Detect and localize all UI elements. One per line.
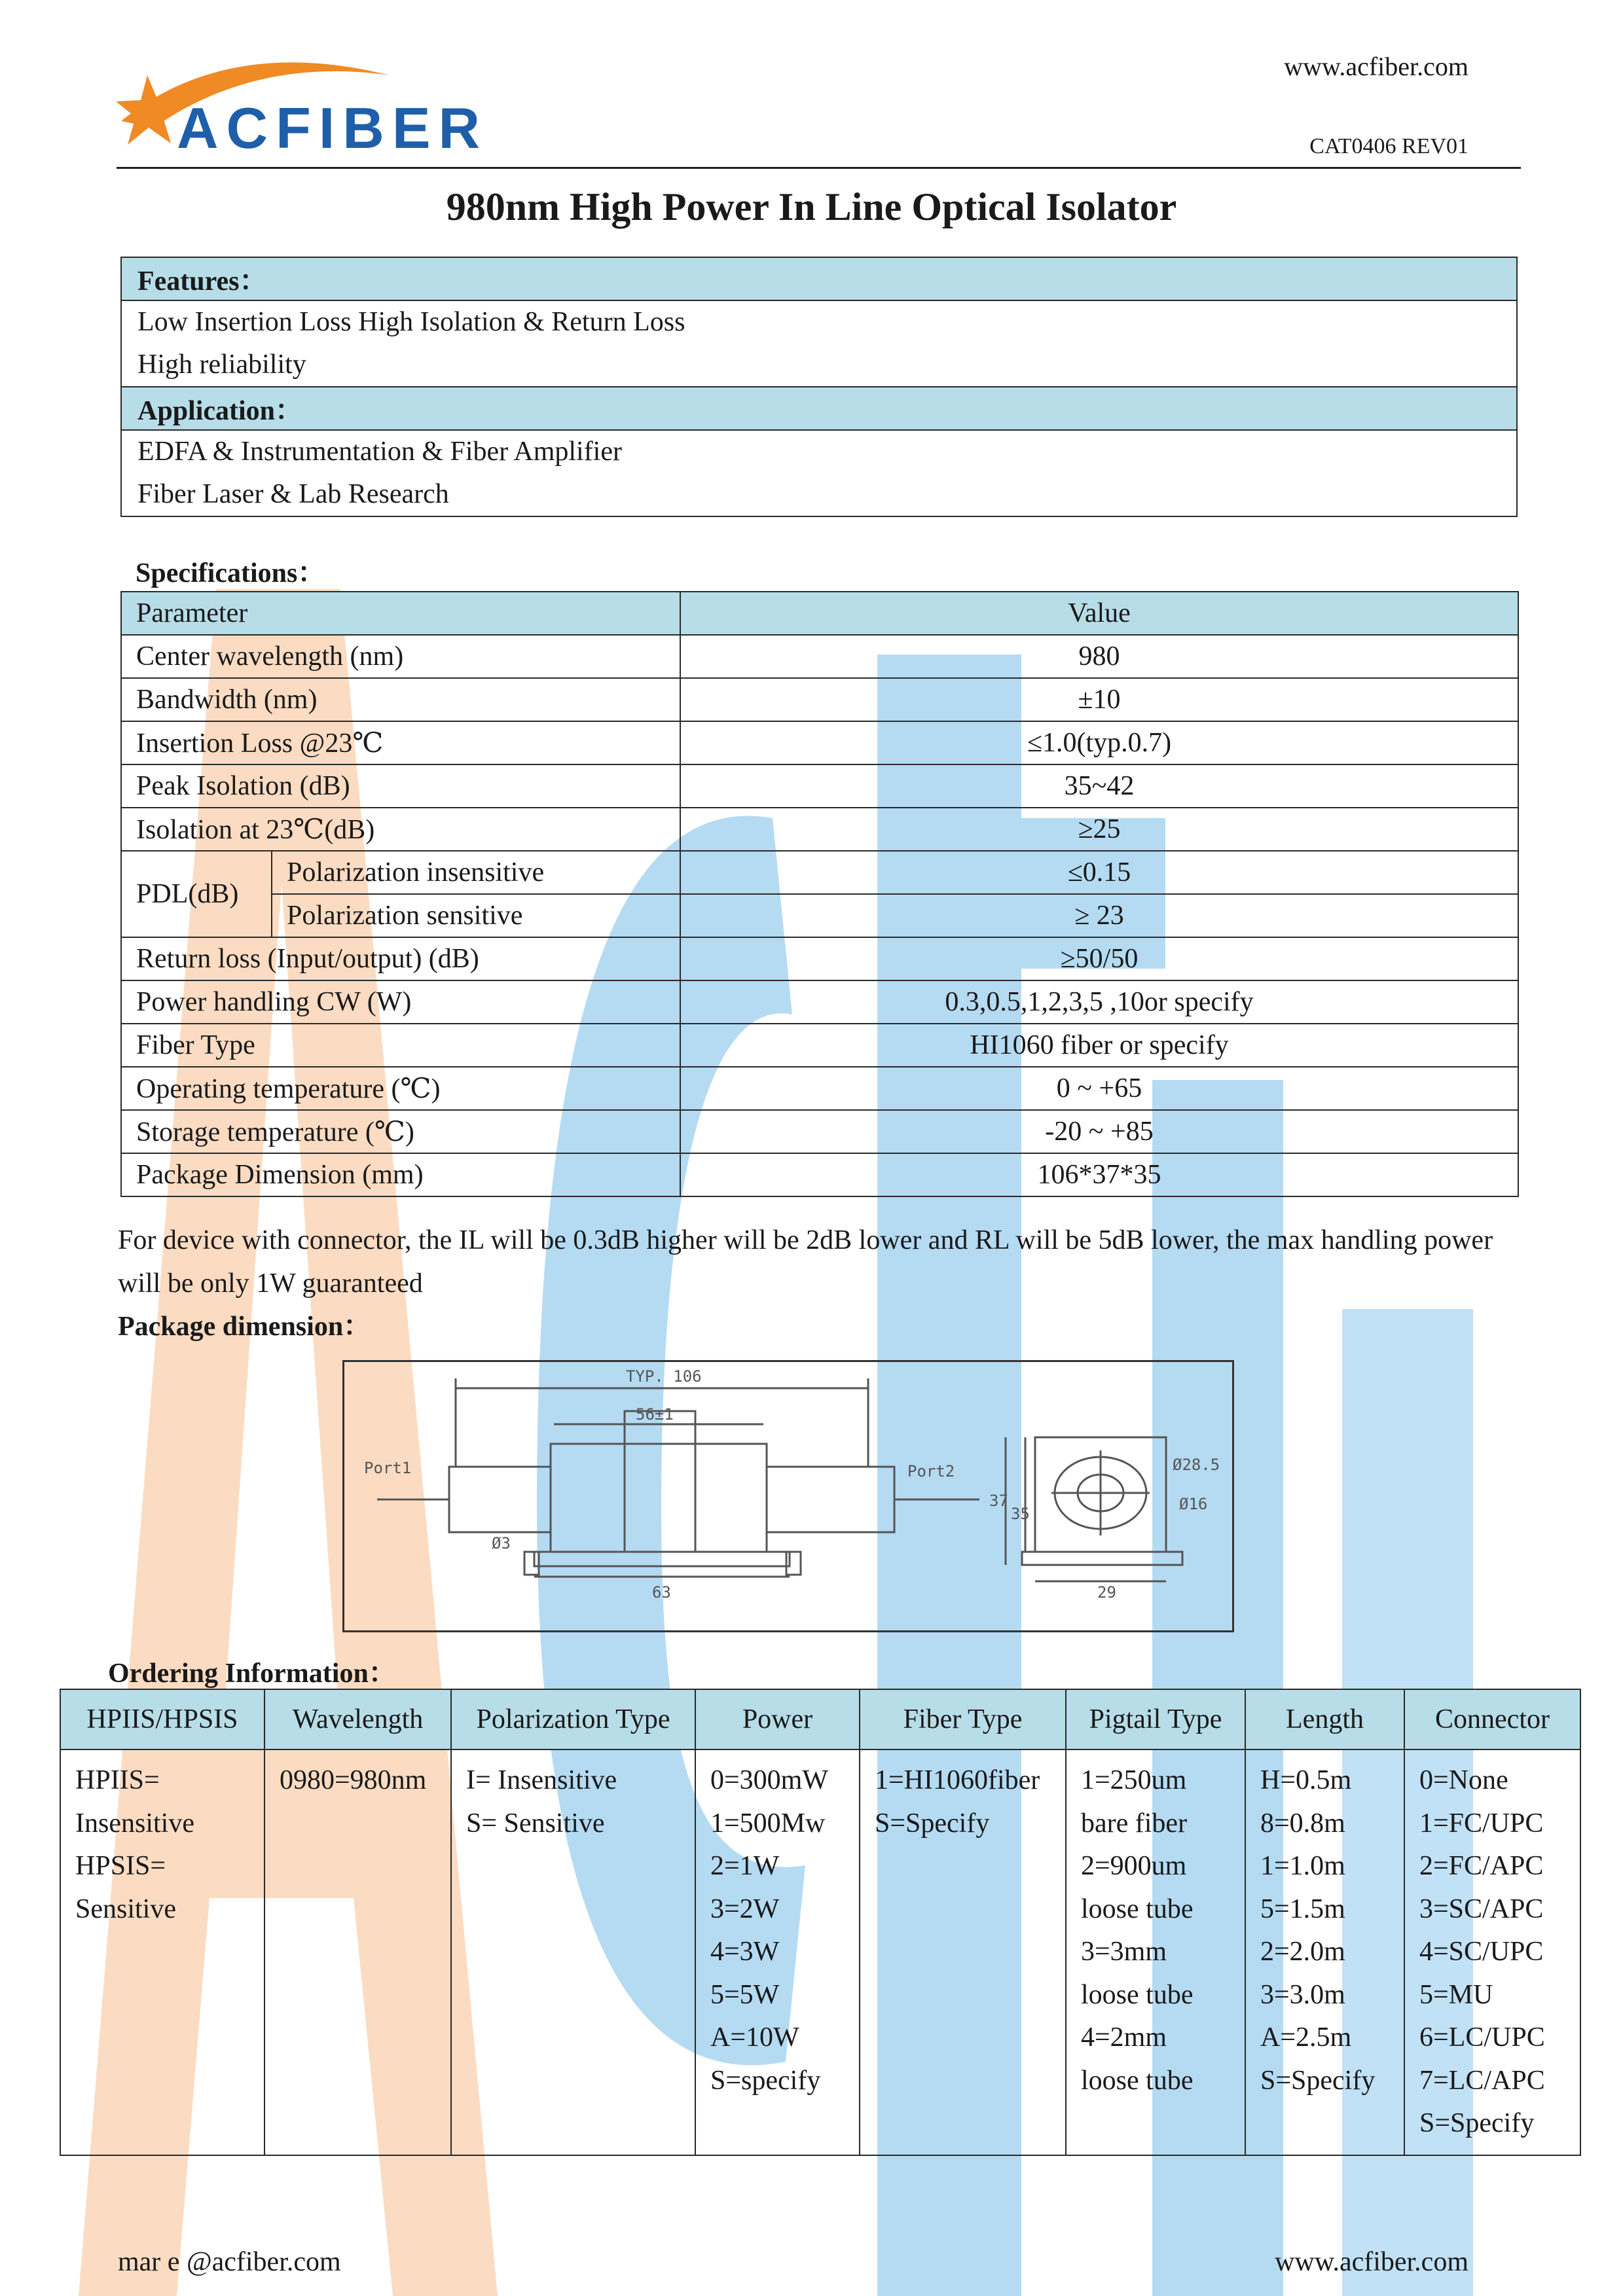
spec-value: 0 ~ +65 bbox=[680, 1067, 1518, 1110]
option-line: 3=2W bbox=[710, 1893, 780, 1924]
ordering-header: Pigtail Type bbox=[1066, 1689, 1245, 1749]
footer-email[interactable]: mar e @acfiber.com bbox=[118, 2247, 341, 2277]
specifications-table bbox=[120, 591, 1519, 1197]
ordering-header: Wavelength bbox=[264, 1689, 451, 1749]
table-row bbox=[121, 980, 1518, 1024]
application-list bbox=[121, 430, 1517, 516]
ordering-cell bbox=[695, 1749, 860, 2155]
left-tube-shape bbox=[449, 1467, 551, 1532]
ordering-options-row bbox=[60, 1749, 1580, 2155]
package-drawing bbox=[342, 1360, 1234, 1632]
table-row bbox=[121, 1153, 1518, 1196]
spec-param: Return loss (Input/output) (dB) bbox=[121, 937, 680, 980]
spec-value: ≥50/50 bbox=[680, 937, 1518, 980]
spec-value: 980 bbox=[680, 635, 1518, 678]
table-row bbox=[121, 764, 1518, 808]
ordering-cell bbox=[1404, 1749, 1580, 2155]
ordering-header: Polarization Type bbox=[451, 1689, 695, 1749]
option-line: S=Specify bbox=[1260, 2065, 1376, 2096]
spec-value: 35~42 bbox=[680, 764, 1518, 808]
option-line: I= Insensitive bbox=[466, 1765, 617, 1795]
spec-value: ≤1.0(typ.0.7) bbox=[680, 721, 1518, 764]
acfiber-logo bbox=[115, 49, 488, 160]
option-line: loose tube bbox=[1081, 1979, 1194, 2010]
feature-item: Low Insertion Loss High Isolation & Return Loss bbox=[137, 307, 685, 337]
right-tube-shape bbox=[767, 1467, 894, 1532]
ordering-cell bbox=[860, 1749, 1066, 2155]
option-line: 5=1.5m bbox=[1260, 1893, 1345, 1924]
features-list bbox=[121, 300, 1517, 387]
option-line: S=Specify bbox=[875, 1808, 990, 1839]
option-line: 0=300mW bbox=[710, 1765, 828, 1795]
ordering-header: Fiber Type bbox=[860, 1689, 1066, 1749]
option-line: 1=500Mw bbox=[710, 1808, 826, 1839]
spec-value: ≥ 23 bbox=[680, 894, 1518, 937]
ordering-cell bbox=[451, 1749, 695, 2155]
footer-website[interactable]: www.acfiber.com bbox=[1275, 2247, 1468, 2277]
isolator-dimension-diagram bbox=[344, 1362, 1232, 1630]
dim-height2-label: 35 bbox=[1011, 1505, 1030, 1523]
spec-param: Center wavelength (nm) bbox=[121, 635, 680, 678]
ordering-header: Power bbox=[695, 1689, 860, 1749]
option-line: S=Specify bbox=[1419, 2108, 1535, 2138]
ordering-table bbox=[60, 1689, 1581, 2156]
value-header: Value bbox=[680, 592, 1518, 635]
ordering-cell bbox=[1245, 1749, 1404, 2155]
option-line: 2=1W bbox=[710, 1851, 780, 1881]
top-block-shape bbox=[625, 1411, 695, 1552]
table-row bbox=[121, 678, 1518, 721]
table-header-row bbox=[121, 592, 1518, 635]
table-row bbox=[121, 1110, 1518, 1153]
spec-param: Bandwidth (nm) bbox=[121, 678, 680, 721]
header-website: www.acfiber.com bbox=[1284, 52, 1468, 81]
option-line: 0=None bbox=[1419, 1765, 1508, 1795]
dim-base-label: 63 bbox=[652, 1583, 671, 1602]
ordering-header: Connector bbox=[1404, 1689, 1580, 1749]
option-line: A=2.5m bbox=[1260, 2022, 1352, 2053]
table-row bbox=[121, 635, 1518, 678]
option-line: loose tube bbox=[1081, 1893, 1194, 1924]
spec-value: ±10 bbox=[680, 678, 1518, 721]
option-line: H=0.5m bbox=[1260, 1765, 1352, 1795]
option-line: 4=2mm bbox=[1081, 2022, 1167, 2053]
parameter-header: Parameter bbox=[121, 592, 680, 635]
option-line: Sensitive bbox=[75, 1893, 176, 1924]
option-line: 1=FC/UPC bbox=[1419, 1808, 1544, 1839]
dim-d2-label: Ø16 bbox=[1179, 1495, 1208, 1513]
dim-width-label: 29 bbox=[1097, 1583, 1116, 1602]
dim-phi3-label: Ø3 bbox=[492, 1534, 511, 1552]
table-row bbox=[121, 1067, 1518, 1110]
table-row bbox=[121, 808, 1518, 851]
option-line: 1=HI1060fiber bbox=[875, 1765, 1040, 1795]
spec-value: 106*37*35 bbox=[680, 1153, 1518, 1196]
spec-param: Isolation at 23℃(dB) bbox=[121, 808, 680, 851]
port1-label: Port1 bbox=[364, 1459, 412, 1477]
spec-param: Package Dimension (mm) bbox=[121, 1153, 680, 1196]
spec-param: Insertion Loss @23℃ bbox=[121, 721, 680, 764]
application-item: Fiber Laser & Lab Research bbox=[137, 479, 449, 509]
dim-typ-label: TYP. 106 bbox=[626, 1367, 702, 1386]
logo-text: ACFIBER bbox=[177, 96, 488, 160]
table-row bbox=[121, 721, 1518, 764]
spec-param: Peak Isolation (dB) bbox=[121, 764, 680, 808]
feature-item: High reliability bbox=[137, 350, 306, 380]
spec-value: -20 ~ +85 bbox=[680, 1110, 1518, 1153]
option-line: 3=3.0m bbox=[1260, 1979, 1345, 2010]
option-line: 4=3W bbox=[710, 1937, 780, 1967]
dim-body-label: 56±1 bbox=[636, 1405, 674, 1424]
dim-height1-label: 37 bbox=[989, 1492, 1008, 1510]
base-shape bbox=[534, 1552, 790, 1566]
table-row bbox=[121, 894, 1518, 937]
spec-value: ≥25 bbox=[680, 808, 1518, 851]
option-line: 4=SC/UPC bbox=[1419, 1937, 1544, 1967]
option-line: 0980=980nm bbox=[280, 1765, 427, 1795]
spec-value: 0.3,0.5,1,2,3,5 ,10or specify bbox=[680, 980, 1518, 1024]
pdl-label: PDL(dB) bbox=[121, 851, 272, 937]
features-label: Features： bbox=[121, 257, 1517, 300]
option-line: loose tube bbox=[1081, 2065, 1194, 2096]
spec-value: HI1060 fiber or specify bbox=[680, 1024, 1518, 1067]
ordering-information-label: Ordering Information： bbox=[108, 1659, 396, 1689]
spec-param: Polarization sensitive bbox=[272, 894, 680, 937]
dim-d1-label: Ø28.5 bbox=[1173, 1456, 1220, 1474]
spec-param: Power handling CW (W) bbox=[121, 980, 680, 1024]
connector-note: For device with connector, the IL will be 0.3dB higher will be 2dB lower and RL will be 5dB lower, the max handling power will be only 1W guaranteed bbox=[118, 1225, 1493, 1299]
ordering-cell bbox=[60, 1749, 264, 2155]
table-row bbox=[121, 851, 1518, 894]
option-line: 1=250um bbox=[1081, 1765, 1187, 1795]
specifications-label: Specifications： bbox=[136, 558, 325, 588]
ordering-cell bbox=[1066, 1749, 1245, 2155]
option-line: HPSIS= bbox=[75, 1851, 166, 1881]
option-line: A=10W bbox=[710, 2022, 799, 2053]
body-shape bbox=[551, 1444, 767, 1552]
option-line: 6=LC/UPC bbox=[1419, 2022, 1545, 2053]
option-line: 3=3mm bbox=[1081, 1937, 1167, 1967]
option-line: HPIIS= bbox=[75, 1765, 160, 1795]
option-line: 3=SC/APC bbox=[1419, 1893, 1544, 1924]
spec-param: Fiber Type bbox=[121, 1024, 680, 1067]
document-code: CAT0406 REV01 bbox=[1309, 134, 1468, 158]
table-row bbox=[121, 937, 1518, 980]
ordering-header: Length bbox=[1245, 1689, 1404, 1749]
spec-param: Operating temperature (℃) bbox=[121, 1067, 680, 1110]
option-line: 5=5W bbox=[710, 1979, 780, 2010]
spec-param: Storage temperature (℃) bbox=[121, 1110, 680, 1153]
option-line: Insensitive bbox=[75, 1808, 194, 1839]
option-line: 8=0.8m bbox=[1260, 1808, 1345, 1839]
application-item: EDFA & Instrumentation & Fiber Amplifier bbox=[137, 437, 622, 467]
option-line: S= Sensitive bbox=[466, 1808, 605, 1839]
package-dimension-label: Package dimension： bbox=[118, 1312, 371, 1342]
page-title: 980nm High Power In Line Optical Isolator bbox=[446, 185, 1177, 228]
spec-param: Polarization insensitive bbox=[272, 851, 680, 894]
ordering-cell bbox=[264, 1749, 451, 2155]
table-row bbox=[121, 1024, 1518, 1067]
option-line: 2=FC/APC bbox=[1419, 1851, 1544, 1881]
option-line: 1=1.0m bbox=[1260, 1851, 1345, 1881]
port2-label: Port2 bbox=[907, 1462, 955, 1480]
application-label: Application： bbox=[121, 387, 1517, 430]
option-line: 2=900um bbox=[1081, 1851, 1187, 1881]
spec-value: ≤0.15 bbox=[680, 851, 1518, 894]
header-divider bbox=[117, 167, 1521, 169]
ordering-header-row bbox=[60, 1689, 1580, 1749]
option-line: 7=LC/APC bbox=[1419, 2065, 1545, 2096]
option-line: 5=MU bbox=[1419, 1979, 1493, 2010]
option-line: 2=2.0m bbox=[1260, 1937, 1345, 1967]
option-line: bare fiber bbox=[1081, 1808, 1188, 1839]
option-line: S=specify bbox=[710, 2065, 821, 2096]
ordering-header: HPIIS/HPSIS bbox=[60, 1689, 264, 1749]
features-table bbox=[120, 257, 1518, 517]
